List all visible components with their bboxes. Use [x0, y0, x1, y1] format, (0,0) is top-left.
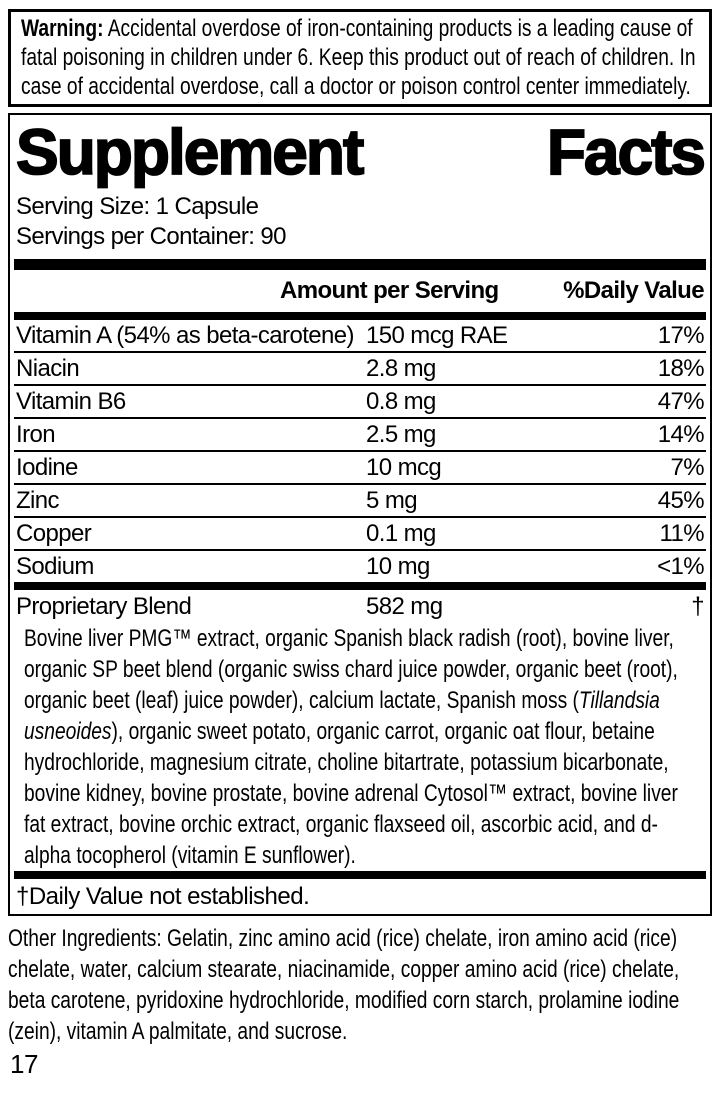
table-row	[14, 483, 706, 516]
nutrient-name: Vitamin A (54% as beta-carotene)	[16, 321, 354, 349]
warning-body: Accidental overdose of iron-containing products is a leading cause of fatal poisoning in children under 6. Keep this product out of reach of children. In case of accidental overdose, call a doctor or poison control center immediately.	[21, 15, 696, 100]
other-ingredients-text: Other Ingredients: Gelatin, zinc amino acid (rice) chelate, iron amino acid (rice) chelate, water, calcium stearate, niacinamide, copper amino acid (rice) chelate, beta carotene, pyridoxine hydrochloride, modified corn starch, prolamine iodine (zein), vitamin A palmitate, and sucrose.	[8, 925, 680, 1045]
supplement-facts-panel	[8, 113, 712, 916]
warning-box	[8, 9, 712, 107]
nutrient-amount: 2.8 mg	[366, 354, 436, 382]
warning-paragraph	[21, 14, 699, 101]
nutrient-daily-value: 14%	[657, 420, 704, 448]
proprietary-blend-row	[14, 591, 706, 623]
warning-label: Warning:	[21, 15, 104, 42]
nutrient-name: Iodine	[16, 453, 78, 481]
nutrient-name: Vitamin B6	[16, 387, 126, 415]
table-row	[14, 351, 706, 384]
divider-below-header	[14, 312, 706, 320]
panel-title-left: Supplement	[16, 116, 363, 188]
nutrient-amount: 10 mg	[366, 552, 430, 580]
nutrient-name: Zinc	[16, 486, 59, 514]
nutrient-daily-value: 7%	[670, 453, 704, 481]
table-row	[14, 320, 706, 351]
table-row	[14, 516, 706, 549]
warning-text-line	[21, 14, 699, 101]
page-number: 17	[10, 1049, 38, 1079]
nutrient-daily-value: 11%	[659, 519, 704, 547]
nutrient-daily-value: 18%	[657, 354, 704, 382]
panel-title	[16, 117, 704, 187]
servings-per-container: Servings per Container: 90	[16, 223, 286, 250]
divider-above-blend	[14, 582, 706, 590]
other-ingredients	[8, 923, 712, 1047]
nutrient-amount: 5 mg	[366, 486, 417, 514]
nutrient-amount: 2.5 mg	[366, 420, 436, 448]
column-header-amount: Amount per Serving	[280, 277, 499, 304]
blend-amount: 582 mg	[366, 593, 443, 620]
table-row	[14, 384, 706, 417]
nutrient-daily-value: <1%	[657, 552, 704, 580]
blend-description	[14, 623, 706, 871]
blend-latin-name: Tillandsia usneoides	[24, 687, 660, 745]
nutrient-amount: 0.1 mg	[366, 519, 436, 547]
table-row	[14, 417, 706, 450]
table-row	[14, 450, 706, 483]
nutrient-amount: 10 mcg	[366, 453, 442, 481]
serving-size: Serving Size: 1 Capsule	[16, 193, 259, 220]
nutrient-name: Sodium	[16, 552, 94, 580]
blend-text-end: ), organic sweet potato, organic carrot, organic oat flour, betaine hydrochloride, magnesium citrate, choline bitartrate, potassium bicarbonate, bovine kidney, bovine prostate, bovine adrenal Cytosol™ extract, bovine liver fat extract, bovine orchic extract, organic flaxseed oil, ascorbic acid, and d-alpha tocopherol (vitamin E sunflower).	[24, 718, 678, 869]
blend-name: Proprietary Blend	[16, 593, 192, 620]
daily-value-footnote: †Daily Value not established.	[16, 883, 310, 910]
nutrient-amount: 150 mcg RAE	[366, 321, 508, 349]
blend-description-text	[24, 623, 704, 871]
nutrient-daily-value: 17%	[657, 321, 704, 349]
nutrient-name: Niacin	[16, 354, 80, 382]
nutrient-daily-value: 47%	[657, 387, 704, 415]
blend-dagger: †	[691, 593, 704, 620]
column-header-daily-value: %Daily Value	[563, 277, 704, 304]
divider-above-footnote	[14, 871, 706, 879]
table-row	[14, 549, 706, 582]
panel-title-right: Facts	[546, 116, 704, 188]
blend-text-start: Bovine liver PMG™ extract, organic Spanish black radish (root), bovine liver, organic SP beet blend (organic swiss chard juice powder, organic beet (root), organic beet (leaf) juice powder), calcium lactate, Spanish moss (	[24, 625, 678, 714]
table-header-row	[14, 270, 706, 312]
nutrient-table	[14, 320, 706, 582]
nutrient-daily-value: 45%	[657, 486, 704, 514]
nutrient-name: Iron	[16, 420, 55, 448]
nutrient-amount: 0.8 mg	[366, 387, 436, 415]
divider-thick-top	[14, 259, 706, 270]
nutrient-name: Copper	[16, 519, 92, 547]
